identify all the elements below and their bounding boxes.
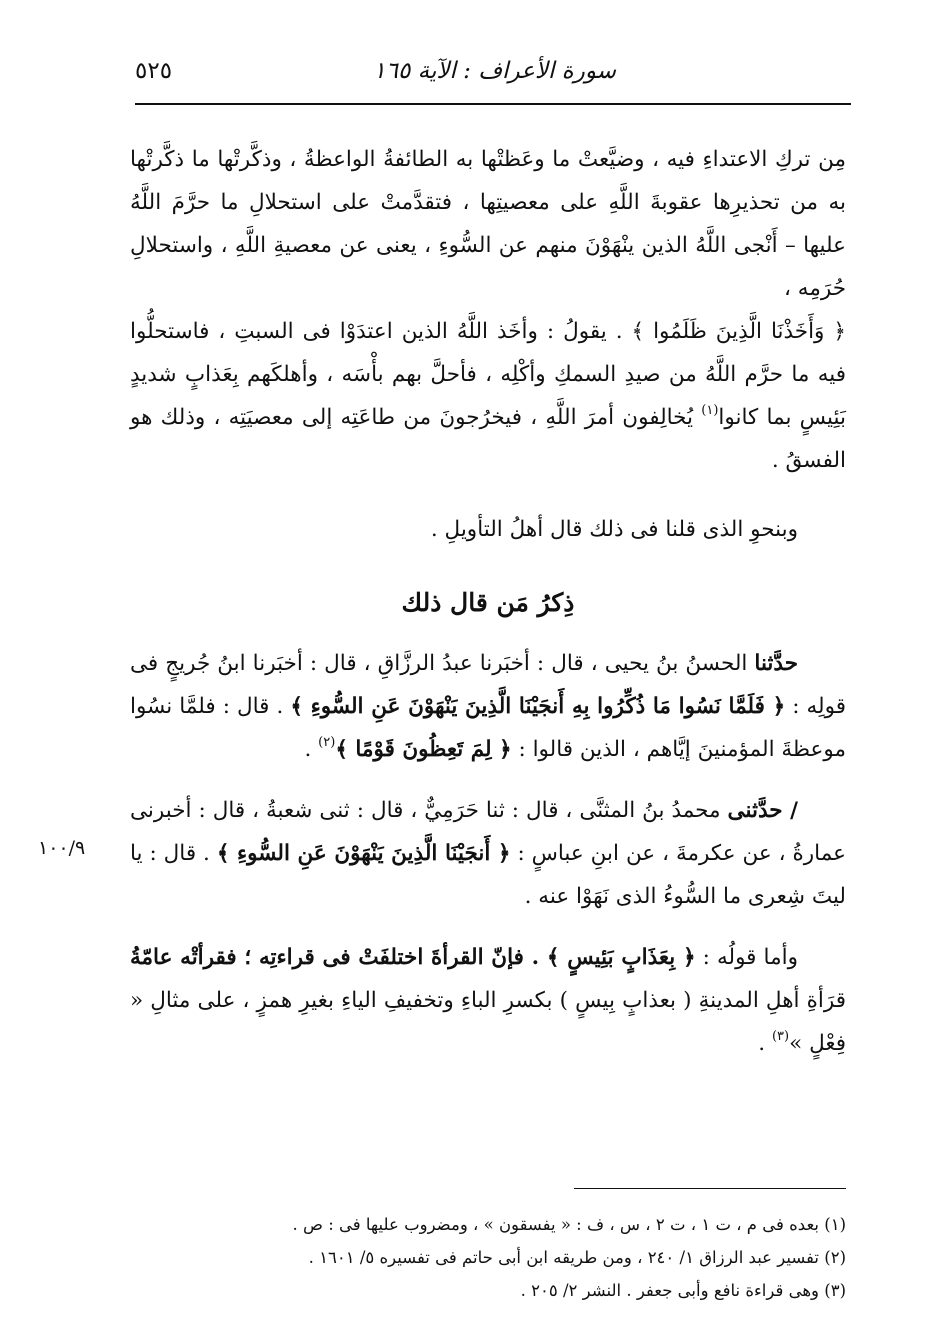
hadith-1-quran-a: ﴿ فَلَمَّا نَسُوا مَا ذُكِّرُوا بِهِ أَنجَيْنَا الَّذِينَ يَنْهَوْنَ عَنِ السُّوءِ ﴾: [290, 694, 786, 719]
reading-quran: ﴿ بِعَذَابٍ بَئِيسٍ ﴾: [546, 945, 696, 970]
paragraph-1-text: مِن تركِ الاعتداءِ فيه ، وضيَّعتْ ما وعَظتْها به الطائفةُ الواعظةُ ، وذكَّرتْها ما ذكَّرتْها به من تحذيرِها عقوبةَ اللَّهِ على معصيتِها ، فتقدَّمتْ على استحلالِ ما حرَّمَ اللَّهُ عليها – أَنْجى اللَّهُ الذين ينْهَوْنَ منهم عن السُّوءِ ، يعنى عن معصيةِ اللَّهِ ، واستحلالِ حُرَمِه ،: [130, 147, 846, 301]
hadith-1-end: .: [304, 737, 319, 762]
page-number: ٥٢٥: [135, 58, 173, 84]
reading-text-c: قرَأةِ أهلِ المدينةِ ( بعذابٍ بِيسٍ ) بكسرِ الباءِ وتخفيفِ الياءِ بغيرِ همزٍ ، على مثالِ « فِعْلٍ »: [130, 988, 846, 1056]
hadith-2-lead: / حدَّثنى: [727, 798, 798, 823]
footnote-2: (٢) تفسير عبد الرزاق ١/ ٢٤٠ ، ومن طريقه ابن أبى حاتم فى تفسيره ٥/ ١٦٠١ .: [308, 1248, 846, 1267]
hadith-2-text-a: محمدُ بنُ المثنَّى ، قال : ثنا حَرَمِيٌّ ، قال : ثنى شعبةُ ، قال : أخبرنى عمارةُ ، عن عكرمةَ ، عن ابنِ عباسٍ :: [130, 798, 846, 866]
hadith-1-text-a: الحسنُ بنُ يحيى ، قال : أخبَرنا عبدُ الرزَّاقِ ، قال : أخبَرنا ابنُ جُريجٍ فى قولِه :: [130, 651, 846, 719]
main-text: [130, 138, 846, 1065]
header-rule: [135, 103, 851, 105]
reading-end: .: [758, 1031, 772, 1056]
paragraph-scholars: [130, 508, 846, 551]
footnote-3: (٣) وهى قراءة نافع وأبى جعفر . النشر ٢/ ٢٠٥ .: [520, 1281, 846, 1300]
hadith-2-text-b: . قال : يا ليتَ شِعرى ما السُّوءُ الذى نَهَوْا عنه .: [130, 841, 846, 909]
reading-bold-b: . فإنّ القرأةَ اختلفَتْ فى قراءتِه ؛ فقرأتْه عامّةُ: [130, 945, 547, 970]
hadith-2-quran: ﴿ أَنجَيْنَا الَّذِينَ يَنْهَوْنَ عَنِ السُّوءِ ﴾: [216, 841, 511, 866]
footnotes: [130, 1208, 846, 1307]
hadith-1-quran-b: ﴿ لِمَ تَعِظُونَ قَوْمًا ﴾: [335, 737, 512, 762]
footnote-ref-2: (٢): [318, 735, 336, 750]
hadith-1-text-b: . قال : فلمَّا نسُوا موعظةَ المؤمنينَ إيَّاهم ، الذين قالوا :: [130, 694, 846, 762]
hadith-1: [130, 642, 846, 771]
paragraph-2: [130, 310, 846, 482]
paragraph-1: [130, 138, 846, 310]
running-title: سورة الأعراف : الآية ١٦٥: [373, 58, 616, 84]
hadith-2: [130, 789, 846, 918]
hadith-1-lead: حدَّثنا: [754, 651, 798, 676]
footnote-rule: [574, 1188, 846, 1189]
reading-text-a: وأما قولُه :: [695, 945, 798, 970]
footnote-1: (١) بعده فى م ، ت ١ ، ت ٢ ، س ، ف : « يفسقون » ، ومضروب عليها فى : ص .: [292, 1215, 846, 1234]
paragraph-2-text-end: يُخالِفون أمرَ اللَّهِ ، فيخرُجونَ من طاعَتِه إلى معصيَتِه ، وذلك هو الفسقُ .: [130, 405, 846, 473]
paragraph-scholars-text: وبنحوِ الذى قلنا فى ذلك قال أهلُ التأويلِ .: [430, 517, 798, 542]
page-header: [135, 52, 851, 96]
paragraph-2-text: ﴿ وَأَخَذْنَا الَّذِينَ ظَلَمُوا ﴾ . يقولُ : وأخَذ اللَّهُ الذين اعتدَوْا فى السبتِ ، فاستحلُّوا فيه ما حرَّم اللَّهُ من صيدِ السمكِ وأكْلِه ، فأحلَّ بهم بأْسَه ، وأهلكَهم بِعَذابٍ شديدٍ بَئِيسٍ بما كانوا: [130, 319, 847, 430]
footnote-ref-3: (٣): [771, 1029, 790, 1044]
footnote-ref-1: (١): [701, 403, 719, 418]
reading-paragraph: [130, 936, 846, 1065]
section-heading: ذِكرُ مَن قال ذلك: [401, 588, 575, 617]
margin-reference: ١٠٠/٩: [38, 837, 86, 859]
